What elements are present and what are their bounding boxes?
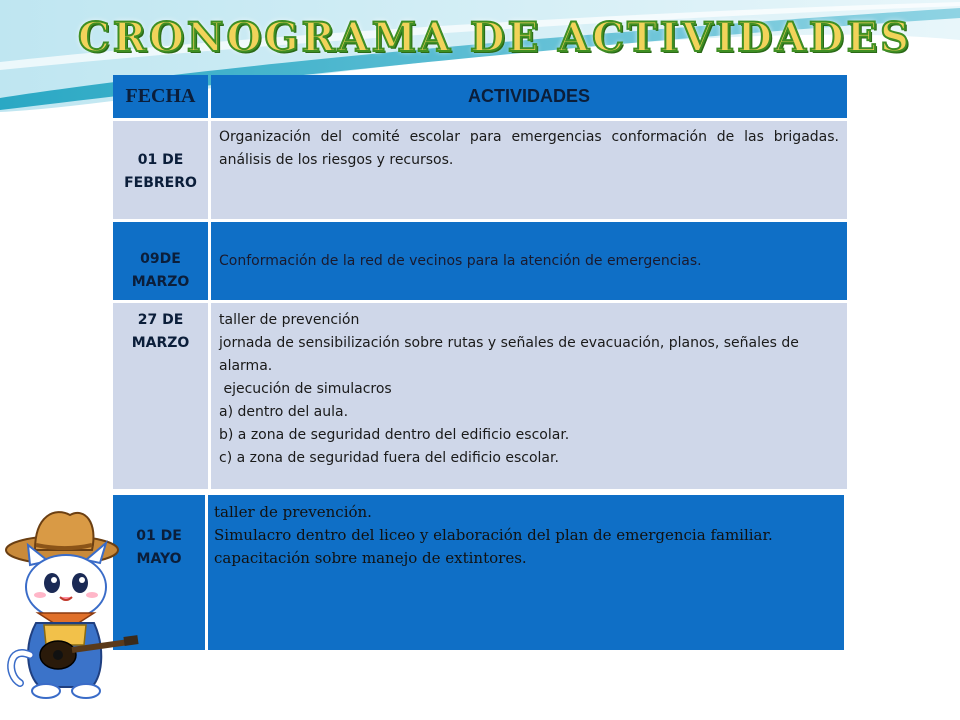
activity-line: Simulacro dentro del liceo y elaboración del plan de emergencia familiar. — [214, 526, 773, 544]
cowboy-cat-illustration — [0, 505, 145, 700]
schedule-table-lower — [110, 492, 847, 653]
date-text: 01 DE MAYO — [136, 528, 182, 567]
row-activities — [211, 121, 847, 219]
header-actividades: ACTIVIDADES — [211, 75, 847, 118]
activity-line: ejecución de simulacros — [219, 381, 392, 397]
activity-line: a) dentro del aula. — [219, 404, 349, 420]
date-text: 01 DE FEBRERO — [124, 152, 197, 191]
schedule-table — [110, 72, 850, 492]
date-text: 27 DE MARZO — [131, 312, 190, 351]
table-row — [113, 121, 847, 219]
row-activities — [208, 495, 844, 650]
activity-line: b) a zona de seguridad dentro del edificio escolar. — [219, 427, 570, 443]
table-row — [113, 495, 844, 650]
activity-line: jornada de sensibilización sobre rutas y señales de evacuación, planos, señales de alarma. — [219, 335, 799, 374]
row-date — [113, 121, 208, 219]
page-title: CRONOGRAMA DE ACTIVIDADES — [78, 14, 912, 61]
row-activities — [211, 222, 847, 300]
activity-line: taller de prevención — [219, 312, 360, 328]
row-activities — [211, 303, 847, 489]
activity-line: Conformación de la red de vecinos para la atención de emergencias. — [219, 252, 702, 269]
table-row — [113, 303, 847, 489]
activity-line: capacitación sobre manejo de extintores. — [214, 549, 527, 567]
activity-line: taller de prevención. — [214, 503, 372, 521]
activity-line: c) a zona de seguridad fuera del edificio escolar. — [219, 450, 559, 466]
header-fecha: FECHA — [113, 75, 208, 118]
row-date — [113, 222, 208, 300]
table-row — [113, 222, 847, 300]
date-text: 09DE MARZO — [131, 251, 190, 290]
activity-line: Organización del comité escolar para emergencias conformación de las brigadas. análisis de los riesgos y recursos. — [219, 129, 839, 168]
table-header-row — [113, 75, 847, 118]
row-date — [113, 303, 208, 489]
